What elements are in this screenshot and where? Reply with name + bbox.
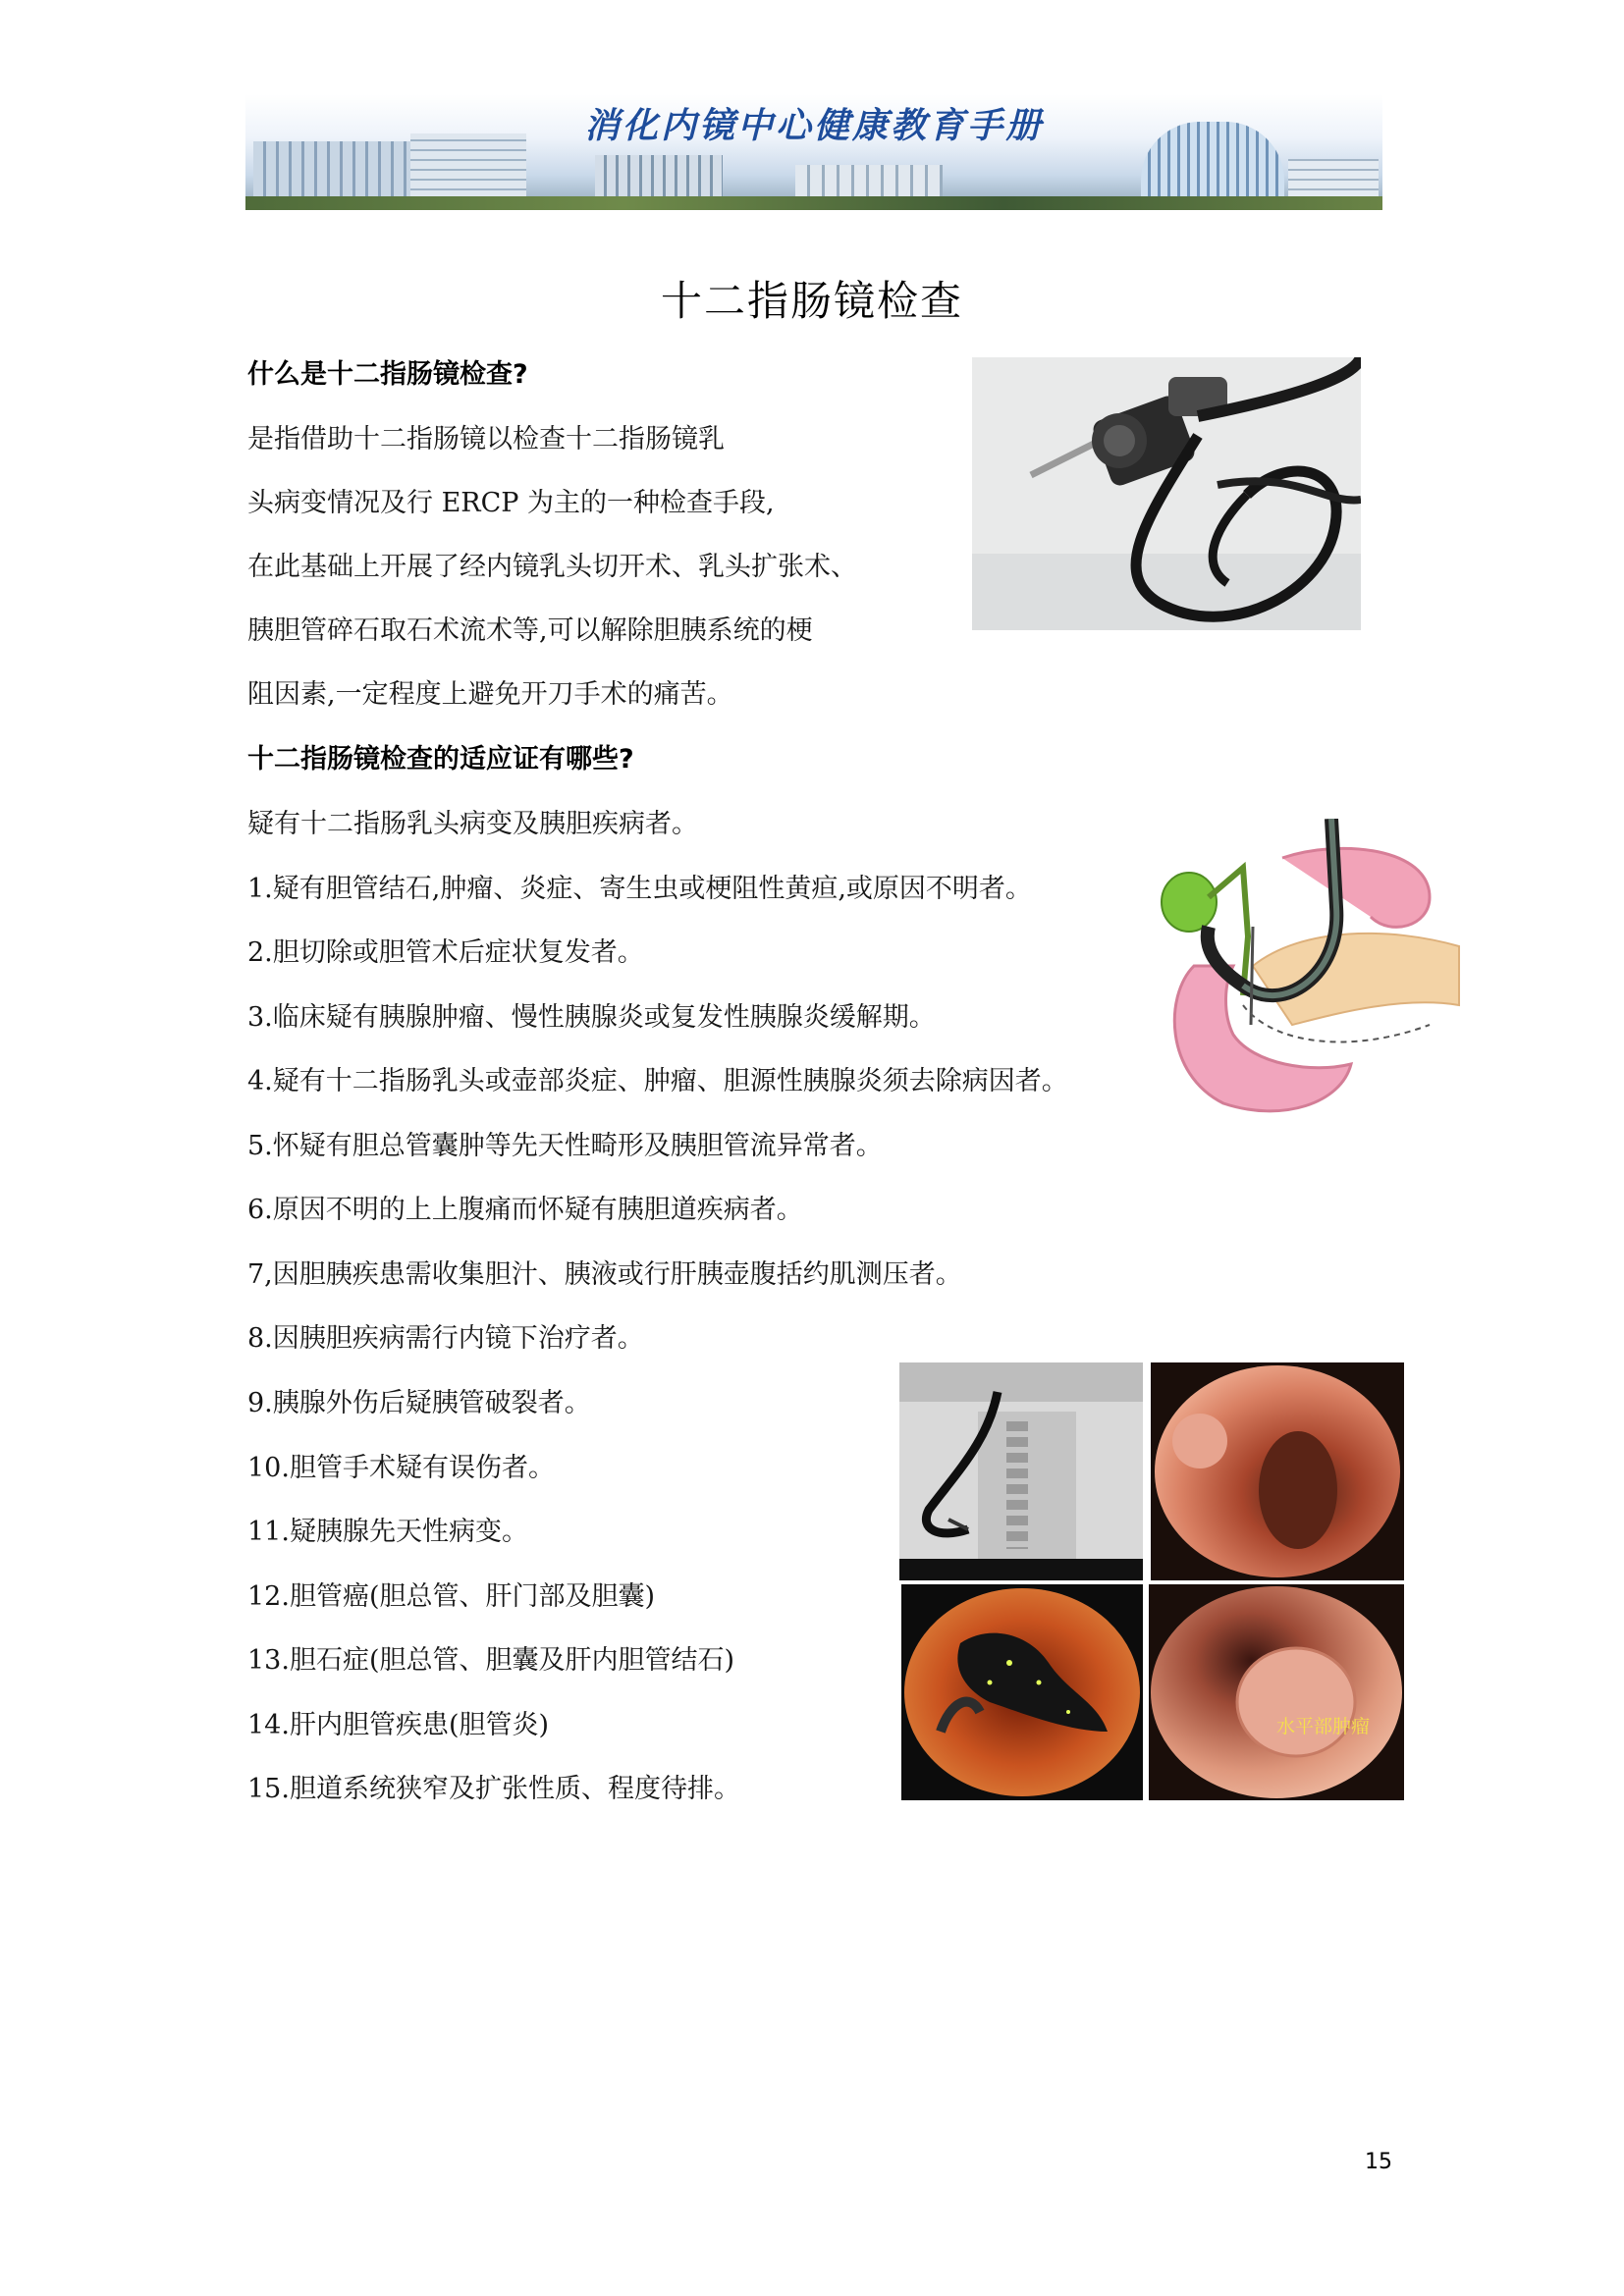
- indication-item: 3.临床疑有胰腺肿瘤、慢性胰腺炎或复发性胰腺炎缓解期。: [247, 1002, 936, 1033]
- page-title: 十二指肠镜检查: [660, 277, 963, 325]
- ercp-anatomy-illustration: [1135, 819, 1465, 1119]
- paragraph-line: 在此基础上开展了经内镜乳头切开术、乳头扩张术、: [247, 552, 857, 582]
- stone-extraction-endoscopy-image: [901, 1584, 1143, 1800]
- paragraph-line: 是指借助十二指肠镜以检查十二指肠镜乳: [247, 424, 725, 454]
- hospital-building-center-2: [795, 165, 943, 198]
- banner-trees: [245, 196, 1382, 210]
- hospital-building-left: [253, 141, 410, 198]
- handbook-title: 消化内镜中心健康教育手册: [583, 105, 1044, 146]
- horizontal-tumor-endoscopy-image: [1149, 1584, 1404, 1800]
- section-heading-indications: 十二指肠镜检查的适应证有哪些?: [247, 744, 634, 774]
- indication-item: 14.肝内胆管疾患(胆管炎): [247, 1710, 550, 1740]
- indication-item: 5.怀疑有胆总管囊肿等先天性畸形及胰胆管流异常者。: [247, 1131, 883, 1161]
- section-heading-what-is: 什么是十二指肠镜检查?: [247, 359, 528, 390]
- page-number: 15: [1365, 2150, 1392, 2174]
- indication-item: 2.胆切除或胆管术后症状复发者。: [247, 937, 644, 968]
- paragraph-line: 阻因素,一定程度上避免开刀手术的痛苦。: [247, 679, 733, 710]
- indication-item: 15.胆道系统狭窄及扩张性质、程度待排。: [247, 1774, 740, 1804]
- header-banner: [245, 94, 1382, 210]
- duodenoscope-photo: [972, 357, 1361, 630]
- indication-item: 1.疑有胆管结石,肿瘤、炎症、寄生虫或梗阻性黄疸,或原因不明者。: [247, 874, 1032, 904]
- indication-item: 13.胆石症(胆总管、胆囊及肝内胆管结石): [247, 1645, 735, 1676]
- indication-item: 7,因胆胰疾患需收集胆汁、胰液或行肝胰壶腹括约肌测压者。: [247, 1259, 962, 1290]
- indication-item: 9.胰腺外伤后疑胰管破裂者。: [247, 1388, 591, 1418]
- indication-item: 10.胆管手术疑有误伤者。: [247, 1453, 555, 1483]
- hospital-building-left-2: [410, 133, 526, 198]
- indication-item: 4.疑有十二指肠乳头或壶部炎症、肿瘤、胆源性胰腺炎须去除病因者。: [247, 1066, 1068, 1096]
- indication-intro: 疑有十二指肠乳头病变及胰胆疾病者。: [247, 809, 698, 839]
- indication-item: 12.胆管癌(胆总管、肝门部及胆囊): [247, 1581, 656, 1612]
- paragraph-line: 胰胆管碎石取石术流术等,可以解除胆胰系统的梗: [247, 615, 813, 646]
- hospital-building-right-2: [1288, 159, 1379, 198]
- indication-item: 8.因胰胆疾病需行内镜下治疗者。: [247, 1323, 644, 1354]
- indication-item: 11.疑胰腺先天性病变。: [247, 1517, 528, 1547]
- tumor-label: 水平部肿瘤: [1276, 1716, 1371, 1737]
- indication-item: 6.原因不明的上上腹痛而怀疑有胰胆道疾病者。: [247, 1195, 803, 1225]
- xray-fluoroscopy-image: [899, 1362, 1143, 1580]
- duodenum-endoscopy-image: [1151, 1362, 1404, 1580]
- paragraph-line: 头病变情况及行 ERCP 为主的一种检查手段,: [247, 488, 775, 518]
- hospital-building-center: [595, 155, 723, 198]
